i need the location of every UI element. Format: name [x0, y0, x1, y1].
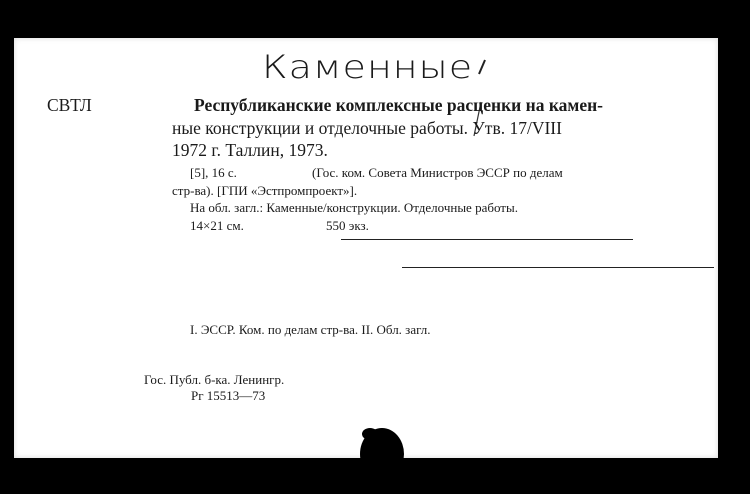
- catalog-card: [14, 38, 718, 458]
- title-line-2: ные конструкции и отделочные работы. Утв. 17/VIII: [172, 118, 562, 138]
- title-line-1-text: Республиканские комплексные расценки на камен-: [194, 95, 604, 115]
- cover-title-underline: [341, 239, 633, 240]
- title-line-1: [194, 97, 603, 115]
- ink-blot: [356, 424, 408, 488]
- shelf-mark: СВТЛ: [47, 95, 92, 115]
- handwritten-subject-heading: Каменные: [262, 48, 474, 86]
- pages-count: [5], 16 с.: [190, 165, 237, 180]
- library-name: Гос. Публ. б-ка. Ленингр.: [144, 372, 285, 387]
- title-line-3: 1972 г. Таллин, 1973.: [172, 140, 328, 160]
- cover-title-note: На обл. загл.: Каменные/конструкции. Отделочные работы.: [190, 200, 518, 215]
- publisher-note-line-2: стр-ва). [ГПИ «Эстпромпроект»].: [172, 183, 358, 198]
- publisher-note-line-1: (Гос. ком. Совета Министров ЭССР по делам: [312, 165, 563, 180]
- registration-number: Рг 15513—73: [191, 388, 266, 403]
- print-run-underline: [402, 267, 714, 268]
- subject-tracings: I. ЭССР. Ком. по делам стр-ва. II. Обл. загл.: [190, 322, 431, 337]
- print-run: 550 экз.: [326, 218, 369, 233]
- dimensions: 14×21 см.: [190, 218, 244, 233]
